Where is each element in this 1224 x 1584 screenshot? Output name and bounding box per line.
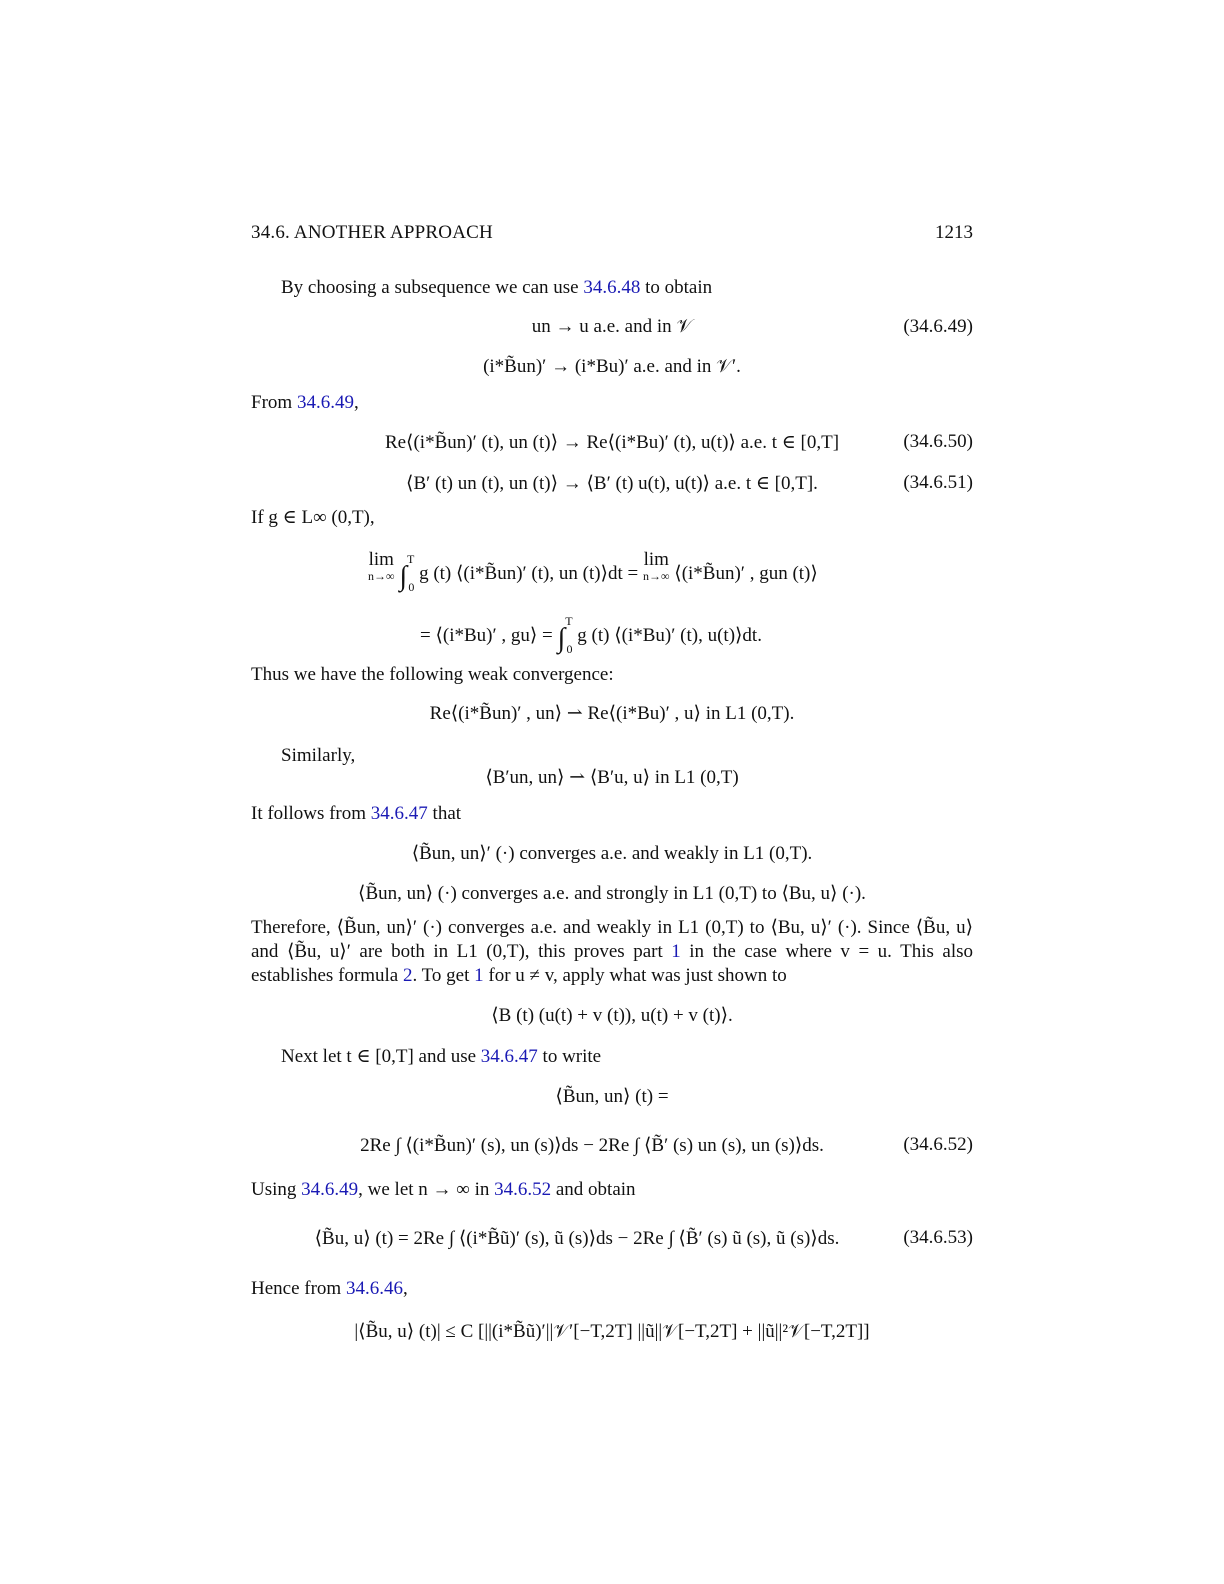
equation-34-6-50: Re⟨(i*B̃un)′ (t), un (t)⟩ → Re⟨(i*Bu)′ (t), u(t)⟩ a.e. t ∈ [0,T] (34.6.50) — [384, 431, 973, 453]
limit-equation-line1: lim n→∞ ∫$^T_0$ g (t) ⟨(i*B̃un)′ (t), un (t)⟩dt = lim n→∞ ⟨(i*B̃un)′ , gun (t)⟩ — [368, 549, 818, 594]
ref-part-1[interactable]: 1 — [671, 941, 681, 962]
ref-formula-2[interactable]: 2 — [402, 965, 413, 986]
apply-equation: ⟨B (t) (u(t) + v (t)), u(t) + v (t)⟩. — [491, 1005, 733, 1026]
if-g-line: If g ∈ L∞ (0,T), — [251, 507, 375, 528]
limit-operator: lim n→∞ — [368, 549, 395, 583]
limit-equation-line2: = ⟨(i*Bu)′ , gu⟩ = ∫$^T_0$ g (t) ⟨(i*Bu)′ (t), u(t)⟩dt. — [420, 614, 762, 656]
ref-34-6-47b[interactable]: 34.6.47 — [480, 1046, 538, 1067]
limit-operator: lim n→∞ — [642, 549, 670, 583]
similarly-line: Similarly, — [281, 745, 356, 766]
intro-line: By choosing a subsequence we can use 34.6.48 to obtain — [281, 277, 713, 298]
equation-number: (34.6.50) — [903, 431, 973, 452]
equation-34-6-49-line2: (i*B̃un)′ → (i*Bu)′ a.e. and in 𝒱′. — [483, 356, 741, 377]
equation-number: (34.6.53) — [903, 1227, 973, 1248]
integral-sign: ∫ — [399, 561, 407, 592]
ref-34-6-49b[interactable]: 34.6.49 — [301, 1179, 359, 1200]
therefore-paragraph: Therefore, ⟨B̃un, un⟩′ (·) converges a.e. and weakly in L1 (0,T) to ⟨Bu, u⟩′ (·). Since ⟨B̃u, u⟩ and ⟨B̃u, u⟩′ are both in L1 (0,T), this proves part 1 in the case where v = u. This also establishes formula 2. To get 1 for u ≠ v, apply what was just shown to — [251, 917, 973, 986]
ref-34-6-48[interactable]: 34.6.48 — [583, 277, 641, 298]
hence-line: Hence from 34.6.46, — [251, 1278, 408, 1299]
from-line: From 34.6.49, — [251, 392, 359, 413]
convergence-weak-line: ⟨B̃un, un⟩′ (·) converges a.e. and weakly in L1 (0,T). — [411, 843, 813, 864]
convergence-strong-line: ⟨B̃un, un⟩ (·) converges a.e. and strongly in L1 (0,T) to ⟨Bu, u⟩ (·). — [358, 883, 866, 904]
equation-number: (34.6.52) — [903, 1134, 973, 1155]
section-title: 34.6. ANOTHER APPROACH — [251, 222, 493, 243]
integral-sign: ∫ — [557, 623, 566, 654]
weak-convergence-intro: Thus we have the following weak convergence: — [251, 664, 614, 685]
ref-34-6-52[interactable]: 34.6.52 — [494, 1179, 552, 1200]
ref-34-6-46[interactable]: 34.6.46 — [345, 1278, 403, 1299]
weak-convergence-equation: Re⟨(i*B̃un)′ , un⟩ ⇀ Re⟨(i*Bu)′ , u⟩ in L1 (0,T). — [429, 703, 795, 724]
equation-34-6-52-line2: 2Re ∫ ⟨(i*B̃un)′ (s), un (s)⟩ds − 2Re ∫ ⟨B̃′ (s) un (s), un (s)⟩ds. (34.6.52) — [360, 1134, 973, 1156]
equation-34-6-52-line1: ⟨B̃un, un⟩ (t) = — [555, 1086, 669, 1107]
equation-number: (34.6.51) — [903, 472, 973, 493]
equation-34-6-51: ⟨B′ (t) un (t), un (t)⟩ → ⟨B′ (t) u(t), u(t)⟩ a.e. t ∈ [0,T]. (34.6.51) — [406, 472, 973, 494]
similar-equation: ⟨B′un, un⟩ ⇀ ⟨B′u, u⟩ in L1 (0,T) — [485, 767, 739, 788]
follows-line: It follows from 34.6.47 that — [251, 803, 462, 824]
equation-34-6-53: ⟨B̃u, u⟩ (t) = 2Re ∫ ⟨(i*B̃ũ)′ (s), ũ (s)⟩ds − 2Re ∫ ⟨B̃′ (s) ũ (s), ũ (s)⟩ds. (34.6.53) — [314, 1227, 973, 1249]
ref-34-6-47[interactable]: 34.6.47 — [370, 803, 428, 824]
ref-part-1b[interactable]: 1 — [474, 965, 484, 986]
final-inequality: |⟨B̃u, u⟩ (t)| ≤ C [||(i*B̃ũ)′||𝒱′[−T,2T] ||ũ||𝒱[−T,2T] + ||ũ||²𝒱[−T,2T]] — [354, 1321, 870, 1342]
next-line: Next let t ∈ [0,T] and use 34.6.47 to write — [281, 1046, 602, 1067]
ref-34-6-49[interactable]: 34.6.49 — [296, 392, 354, 413]
using-line: Using 34.6.49, we let n → ∞ in 34.6.52 and obtain — [251, 1179, 636, 1200]
equation-number: (34.6.49) — [903, 316, 973, 337]
equation-34-6-49-line1: un → u a.e. and in 𝒱 (34.6.49) — [531, 316, 973, 337]
page-number: 1213 — [935, 222, 973, 243]
